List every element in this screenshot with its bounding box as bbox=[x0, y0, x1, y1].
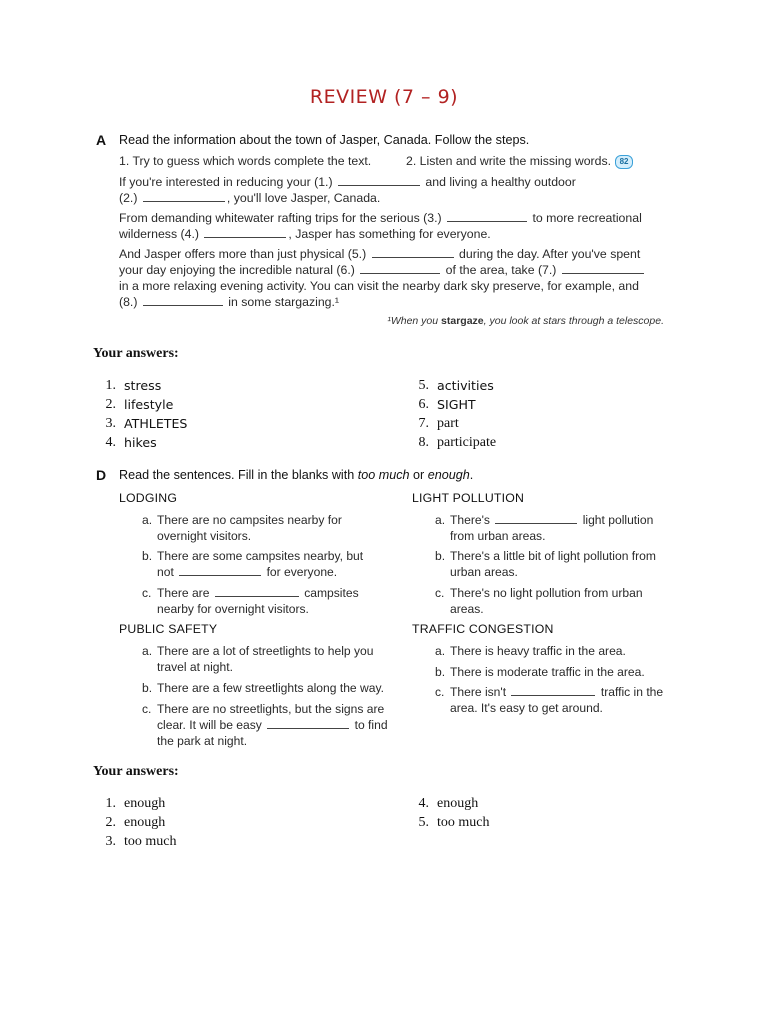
answer-value[interactable]: lifestyle bbox=[124, 397, 174, 412]
safety-item-b bbox=[142, 680, 384, 696]
answer-number: 2. bbox=[105, 397, 116, 412]
section-a-step2 bbox=[406, 153, 633, 169]
answer-number: 4. bbox=[105, 435, 116, 450]
blank-6 bbox=[360, 263, 440, 274]
item-text: nearby for overnight visitors. bbox=[157, 602, 309, 616]
blank-3 bbox=[447, 211, 527, 222]
answer-row bbox=[92, 794, 177, 813]
answer-number: 5. bbox=[418, 378, 429, 393]
item-letter: b. bbox=[435, 549, 446, 563]
instruction-emphasis: too much bbox=[357, 468, 410, 482]
item-letter: a. bbox=[142, 644, 153, 658]
blank-8 bbox=[143, 295, 223, 306]
item-text: There is heavy traffic in the area. bbox=[450, 644, 626, 658]
answer-row bbox=[92, 832, 177, 851]
instruction-text: . bbox=[469, 468, 474, 482]
answer-row bbox=[92, 813, 177, 832]
category-traffic-congestion: TRAFFIC CONGESTION bbox=[412, 622, 554, 636]
section-a-step1 bbox=[119, 153, 371, 169]
item-text: There are some campsites nearby, but bbox=[157, 549, 364, 563]
answer-value[interactable]: part bbox=[437, 416, 459, 431]
p3-text: (8.) bbox=[119, 295, 138, 309]
item-text: area. It's easy to get around. bbox=[450, 701, 603, 715]
item-letter: c. bbox=[142, 702, 152, 716]
answers-a-heading: Your answers: bbox=[93, 346, 179, 361]
p2-text: From demanding whitewater rafting trips for the serious (3.) bbox=[119, 211, 442, 225]
section-a-letter: A bbox=[96, 132, 107, 148]
answer-row bbox=[92, 376, 187, 395]
footnote-text: ¹When you bbox=[387, 315, 442, 327]
answer-value[interactable]: SIGHT bbox=[437, 397, 476, 412]
p2-text: , Jasper has something for everyone. bbox=[288, 227, 491, 241]
item-text: travel at night. bbox=[157, 660, 233, 674]
item-text: There are a lot of streetlights to help you bbox=[157, 644, 374, 658]
answer-value[interactable]: enough bbox=[124, 796, 166, 811]
section-d-instruction bbox=[119, 468, 473, 482]
answer-number: 7. bbox=[418, 416, 429, 431]
answer-row bbox=[92, 414, 187, 433]
item-letter: a. bbox=[435, 644, 446, 658]
answer-number: 4. bbox=[418, 796, 429, 811]
item-letter: a. bbox=[435, 513, 446, 527]
item-text: There's no light pollution from urban bbox=[450, 586, 643, 600]
light-item-c bbox=[435, 585, 643, 617]
item-letter: a. bbox=[142, 513, 153, 527]
traffic-item-c bbox=[435, 684, 664, 716]
blank-2 bbox=[143, 191, 225, 202]
answer-value[interactable]: participate bbox=[437, 435, 497, 450]
answer-row bbox=[405, 813, 490, 832]
item-text: clear. It will be easy bbox=[157, 718, 262, 732]
answer-value[interactable]: too much bbox=[124, 834, 177, 849]
section-d-letter: D bbox=[96, 467, 107, 483]
light-item-a bbox=[435, 512, 654, 544]
lodging-item-b bbox=[142, 548, 364, 580]
item-text: There isn't bbox=[450, 685, 507, 699]
traffic-item-b bbox=[435, 664, 645, 680]
p2-text: to more recreational bbox=[532, 211, 642, 225]
answers-d-right bbox=[405, 794, 490, 832]
lodging-item-c bbox=[142, 585, 359, 617]
paragraph-2 bbox=[119, 210, 642, 242]
blank-7 bbox=[562, 263, 644, 274]
category-public-safety: PUBLIC SAFETY bbox=[119, 622, 218, 636]
item-letter: c. bbox=[435, 586, 445, 600]
answers-a-left bbox=[92, 376, 187, 452]
item-text: There are no campsites nearby for bbox=[157, 513, 342, 527]
blank-5 bbox=[372, 247, 454, 258]
traffic-item-a bbox=[435, 643, 626, 659]
answer-number: 6. bbox=[418, 397, 429, 412]
item-text: There are no streetlights, but the signs are bbox=[157, 702, 385, 716]
answers-d-heading: Your answers: bbox=[93, 764, 179, 779]
item-text: urban areas. bbox=[450, 565, 518, 579]
p1-text: and living a healthy outdoor bbox=[425, 175, 576, 189]
answer-number: 8. bbox=[418, 435, 429, 450]
instruction-text: or bbox=[409, 468, 428, 482]
p3-text: your day enjoying the incredible natural (6.) bbox=[119, 263, 355, 277]
p1-text: (2.) bbox=[119, 191, 138, 205]
footnote bbox=[387, 315, 664, 327]
answers-a-right bbox=[405, 376, 496, 452]
answer-value[interactable]: too much bbox=[437, 815, 490, 830]
answer-row bbox=[405, 395, 496, 414]
answer-row bbox=[92, 433, 187, 452]
step2-text: 2. Listen and write the missing words. bbox=[406, 154, 612, 168]
answer-row bbox=[405, 433, 496, 452]
lodging-item-a bbox=[142, 512, 342, 544]
answer-value[interactable]: enough bbox=[437, 796, 479, 811]
blank-d5 bbox=[511, 685, 595, 696]
safety-item-a bbox=[142, 643, 374, 675]
item-text: There's bbox=[450, 513, 490, 527]
item-text: light pollution bbox=[582, 513, 654, 527]
category-light-pollution: LIGHT POLLUTION bbox=[412, 491, 525, 505]
item-letter: b. bbox=[435, 665, 446, 679]
safety-item-c bbox=[142, 701, 388, 749]
light-item-b bbox=[435, 548, 656, 580]
item-text: not bbox=[157, 565, 174, 579]
answer-number: 1. bbox=[105, 796, 116, 811]
answer-number: 3. bbox=[105, 416, 116, 431]
item-text: traffic in the bbox=[600, 685, 664, 699]
p1-text: If you're interested in reducing your (1.) bbox=[119, 175, 333, 189]
item-text: areas. bbox=[450, 602, 484, 616]
p3-text: in some stargazing.¹ bbox=[228, 295, 340, 309]
p3-text: of the area, take (7.) bbox=[445, 263, 557, 277]
category-lodging: LODGING bbox=[119, 491, 178, 505]
answer-value[interactable]: stress bbox=[124, 378, 162, 393]
item-letter: c. bbox=[142, 586, 152, 600]
page-title: REVIEW (7 – 9) bbox=[309, 86, 459, 108]
blank-4 bbox=[204, 227, 286, 238]
answer-row bbox=[405, 794, 490, 813]
item-text: There are a few streetlights along the way. bbox=[157, 681, 384, 695]
item-text: There is moderate traffic in the area. bbox=[450, 665, 645, 679]
p1-text: , you'll love Jasper, Canada. bbox=[226, 191, 381, 205]
instruction-emphasis: enough bbox=[427, 468, 470, 482]
paragraph-1 bbox=[119, 174, 576, 206]
item-text: overnight visitors. bbox=[157, 529, 252, 543]
answer-value[interactable]: activities bbox=[437, 378, 494, 393]
item-text: from urban areas. bbox=[450, 529, 546, 543]
blank-d3 bbox=[495, 513, 577, 524]
answer-row bbox=[405, 376, 496, 395]
item-text: the park at night. bbox=[157, 734, 248, 748]
answer-number: 3. bbox=[105, 834, 116, 849]
answer-number: 5. bbox=[418, 815, 429, 830]
item-letter: c. bbox=[435, 685, 445, 699]
item-text: There are bbox=[157, 586, 210, 600]
item-letter: b. bbox=[142, 681, 153, 695]
section-a-instruction: Read the information about the town of Jasper, Canada. Follow the steps. bbox=[119, 133, 530, 147]
footnote-text: , you look at stars through a telescope. bbox=[483, 315, 664, 327]
blank-d4 bbox=[267, 718, 349, 729]
p3-text: during the day. After you've spent bbox=[459, 247, 641, 261]
instruction-text: Read the sentences. Fill in the blanks with bbox=[119, 468, 358, 482]
item-text: to find bbox=[354, 718, 388, 732]
item-text: for everyone. bbox=[266, 565, 338, 579]
p2-text: wilderness (4.) bbox=[119, 227, 199, 241]
answer-value[interactable]: enough bbox=[124, 815, 166, 830]
answer-value[interactable]: hikes bbox=[124, 435, 157, 450]
item-text: campsites bbox=[304, 586, 359, 600]
answer-value[interactable]: ATHLETES bbox=[124, 416, 188, 431]
item-letter: b. bbox=[142, 549, 153, 563]
answer-row bbox=[92, 395, 187, 414]
answers-d-left bbox=[92, 794, 177, 851]
p3-text: in a more relaxing evening activity. You can visit the nearby dark sky preserve, for example, and bbox=[119, 279, 639, 293]
footnote-term: stargaze bbox=[441, 315, 484, 327]
p3-text: And Jasper offers more than just physical (5.) bbox=[119, 247, 367, 261]
answer-number: 2. bbox=[105, 815, 116, 830]
answer-number: 1. bbox=[105, 378, 116, 393]
answer-row bbox=[405, 414, 496, 433]
blank-d2 bbox=[215, 586, 299, 597]
audio-track-icon[interactable]: 82 bbox=[615, 155, 633, 169]
blank-d1 bbox=[179, 565, 261, 576]
paragraph-3 bbox=[119, 246, 646, 310]
item-text: There's a little bit of light pollution from bbox=[450, 549, 656, 563]
step1-text: 1. Try to guess which words complete the text. bbox=[119, 154, 372, 168]
blank-1 bbox=[338, 175, 420, 186]
